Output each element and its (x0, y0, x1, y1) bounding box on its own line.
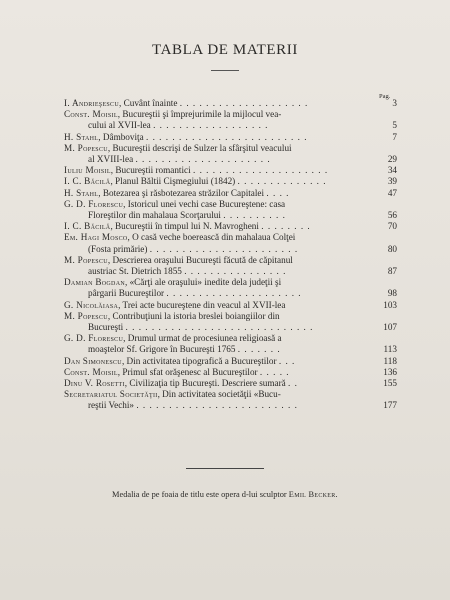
toc-title: Cuvânt înainte (123, 98, 178, 108)
leader-dots: . . . . . . . . (261, 221, 311, 232)
toc-title-continued: austriac St. Dietrich 1855 (88, 266, 182, 277)
leader-dots: . . . . . . . . . . . . . . . . . . . . . . . (149, 243, 299, 254)
page-number: 80 (387, 243, 397, 254)
toc-author: I. Andrieşescu (64, 98, 119, 108)
toc-author: M. Popescu (64, 142, 108, 153)
leader-dots: . . . . . . . . . . . . . . . . (184, 266, 287, 277)
toc-title: «Cărţi ale oraşului» inedite dela judeţii şi (129, 277, 282, 288)
toc-title: Descrierea oraşului Bucureşti făcută de căpitanul (112, 254, 293, 265)
page-number: 7 (392, 131, 397, 142)
toc-entry: I. Andrieşescu, Cuvânt înainte . . . . . . . . . . . . . . . . . . . . 3 (64, 98, 397, 108)
toc-author: H. Stahl (64, 131, 99, 142)
toc-title-continued: (Fosta primărie) (88, 243, 148, 254)
footnote (0, 490, 450, 499)
toc-author: M. Popescu (64, 310, 108, 321)
toc-title: O casă veche boerească din mahalaua Colţei (132, 232, 296, 243)
leader-dots: . . (288, 378, 298, 389)
page-number: 136 (383, 366, 397, 377)
toc-entry: G. D. Florescu, Istoricul unei vechi case Bucureştene: casa Floreştilor din mahalaua Scorţarului . . . . . . . . . . 56 (64, 198, 397, 221)
page-number: 47 (387, 187, 397, 198)
toc-title: Din activitatea societăţii «Bucu- (162, 389, 281, 400)
toc-title: Bucureştii descrişi de Sulzer la sfârşitul veacului (112, 142, 292, 153)
toc-author: Secretariatul Societăţii (64, 389, 158, 400)
page-number: 113 (383, 344, 397, 355)
leader-dots: . . . . . . . . . . . . . . . . . . . . . (192, 165, 329, 176)
leader-dots: . . . . . . . . . . . . . . . . . . (153, 120, 269, 131)
page-number: 56 (387, 210, 397, 221)
toc-author: Const. Moisil (64, 109, 118, 120)
page-title: TABLA DE MATERII (152, 42, 298, 58)
toc-title-continued: cului al XVII-lea (88, 120, 151, 131)
toc-author: Const. Moisil (64, 366, 118, 377)
toc-entry: Const. Moisil, Bucureştii şi împrejurimile la mijlocul vea- cului al XVII-lea . . . . . . . . . . . . . . . . . . 5 (64, 109, 397, 131)
toc-entry: Dan Simonescu, Din activitatea tipografică a Bucureştilor . . . 118 (64, 355, 397, 366)
page-number: 5 (392, 120, 397, 131)
toc-entry: I. C. Băcilă, Planul Băltii Cişmegiului (1842) . . . . . . . . . . . . . . 39 (64, 176, 397, 187)
toc-entry: M. Popescu, Bucureştii descrişi de Sulzer la sfârşitul veacului al XVIII-lea . . . . . . . . . . . . . . . . . . . . . 29 (64, 142, 397, 165)
page-number: 103 (383, 299, 397, 310)
toc-title: Trei acte bucureştene din veacul al XVII-lea (122, 299, 286, 310)
toc-title-continued: Bucureşti (88, 322, 124, 333)
toc-author: I. C. Băcilă (64, 221, 111, 232)
toc-title: Primul sfat orăşenesc al Bucureştilor (122, 366, 258, 377)
toc-entry: M. Popescu, Descrierea oraşului Bucureşti făcută de căpitanul austriac St. Dietrich 1855 . . . . . . . . . . . . . . . . 87 (64, 254, 397, 277)
toc-entry: G. D. Florescu, Drumul urmat de procesiunea religioasă a moaştelor Sf. Grigore în Bucureşti 1765 . . . . . . . 113 (64, 333, 397, 355)
toc-title-continued: pârgarii Bucureştilor (88, 288, 165, 299)
toc-title: Bucureştii romantici (115, 165, 191, 176)
leader-dots: . . . . . . . . . . . . . . . . . . . . . . . . . (136, 400, 298, 411)
toc-title: Contribuţiuni la istoria breslei boiangiilor din (112, 310, 280, 321)
page-number: 118 (383, 355, 397, 366)
toc-author: H. Stahl (64, 187, 99, 198)
leader-dots: . . . . . . . . . . . . . . (237, 176, 327, 187)
page-number: 39 (387, 176, 397, 187)
toc-title: Botezarea şi răsbotezarea străzilor Capitalei (102, 187, 265, 198)
toc-author: M. Popescu (64, 254, 108, 265)
sculptor-name: Emil Becker. (288, 490, 338, 499)
toc-title: Bucureştii şi împrejurimile la mijlocul vea- (122, 109, 282, 120)
toc-title-continued: reştii Vechi» (88, 400, 135, 411)
leader-dots: . . . . . . . . . . . . . . . . . . . . (179, 98, 309, 108)
leader-dots: . . . . . . . . . . . . . . . . . . . . . (135, 154, 271, 165)
title-underline (211, 70, 239, 71)
toc-title-continued: Floreştilor din mahalaua Scorţarului (88, 210, 221, 221)
page-number: 34 (387, 165, 397, 176)
toc-entry: Secretariatul Societăţii, Din activitatea societăţii «Bucu- reştii Vechi» . . . . . . . . . . . . . . . . . . . . . . . . . 177 (64, 389, 397, 411)
toc-title: Planul Băltii Cişmegiului (1842) (115, 176, 236, 187)
toc-title: Din activitatea tipografică a Bucureştilor (126, 355, 277, 366)
toc-author: Dinu V. Rosetti (64, 378, 125, 389)
leader-dots: . . . . . . . . . . . . . . . . . . . . . (166, 288, 302, 299)
leader-dots: . . . . (266, 187, 290, 198)
toc-entry: Dinu V. Rosetti, Civilizaţia tip Bucureşti. Descriere sumară . . 155 (64, 378, 397, 389)
toc-author: G. D. Florescu (64, 333, 124, 344)
toc-entry: Const. Moisil, Primul sfat orăşenesc al Bucureştilor . . . . . 136 (64, 366, 397, 377)
toc-author: Em. Hagi Mosco (64, 232, 128, 243)
toc-entry: Iuliu Moisil, Bucureştii romantici . . . . . . . . . . . . . . . . . . . . . 34 (64, 165, 397, 176)
page-column-label: Pag. (379, 93, 391, 100)
table-of-contents (64, 98, 397, 412)
toc-author: Dan Simonescu (64, 355, 122, 366)
page-number: 98 (387, 288, 397, 299)
toc-entry: I. C. Băcilă, Bucureştii în timpul lui N. Mavrogheni . . . . . . . . 70 (64, 221, 397, 232)
page-number: 87 (387, 266, 397, 277)
toc-title: Bucureştii în timpul lui N. Mavrogheni (115, 221, 259, 232)
page-number: 3 (392, 98, 397, 108)
leader-dots: . . . (278, 355, 296, 366)
toc-author: Iuliu Moisil (64, 165, 111, 176)
section-divider (186, 468, 264, 469)
toc-title: Drumul urmat de procesiunea religioasă a (127, 333, 282, 344)
toc-entry: H. Stahl, Dâmboviţa . . . . . . . . . . . . . . . . . . . . . . . . . 7 (64, 131, 397, 142)
toc-entry: H. Stahl, Botezarea şi răsbotezarea străzilor Capitalei . . . . 47 (64, 187, 397, 198)
toc-title-continued: al XVIII-lea (88, 154, 134, 165)
toc-entry: Damian Bogdan, «Cărţi ale oraşului» inedite dela judeţii şi pârgarii Bucureştilor . . . . . . . . . . . . . . . . . . . . . 98 (64, 277, 397, 299)
toc-title: Istoricul unei vechi case Bucureştene: casa (127, 198, 286, 209)
leader-dots: . . . . . . . . . . . . . . . . . . . . . . . . . . . . . (125, 322, 314, 333)
page-number: 107 (383, 322, 397, 333)
toc-title-continued: moaştelor Sf. Grigore în Bucureşti 1765 (88, 344, 236, 355)
toc-author: I. C. Băcilă (64, 176, 111, 187)
leader-dots: . . . . . . . (237, 344, 281, 355)
toc-author: Damian Bogdan (64, 277, 125, 288)
toc-author: G. Nicolăiasa (64, 299, 119, 310)
toc-entry: M. Popescu, Contribuţiuni la istoria breslei boiangiilor din Bucureşti . . . . . . . . . . . . . . . . . . . . . . . . . . . . . 107 (64, 310, 397, 333)
toc-author: G. D. Florescu (64, 198, 124, 209)
footnote-text: Medalia de pe foaia de titlu este opera d-lui sculptor (112, 490, 287, 499)
leader-dots: . . . . . . . . . . . . . . . . . . . . . . . . . (145, 131, 308, 142)
toc-entry: G. Nicolăiasa, Trei acte bucureştene din veacul al XVII-lea 103 (64, 299, 397, 310)
page-number: 29 (387, 154, 397, 165)
page-number: 155 (383, 378, 397, 389)
leader-dots: . . . . . (259, 366, 290, 377)
page-number: 177 (383, 400, 397, 411)
toc-entry: Em. Hagi Mosco, O casă veche boerească din mahalaua Colţei (Fosta primărie) . . . . . . . . . . . . . . . . . . . . . . . 80 (64, 232, 397, 254)
leader-dots: . . . . . . . . . . (223, 210, 286, 221)
toc-title: Dâmboviţa (102, 131, 144, 142)
toc-title: Civilizaţia tip Bucureşti. Descriere sumară (129, 378, 286, 389)
page-number: 70 (387, 221, 397, 232)
